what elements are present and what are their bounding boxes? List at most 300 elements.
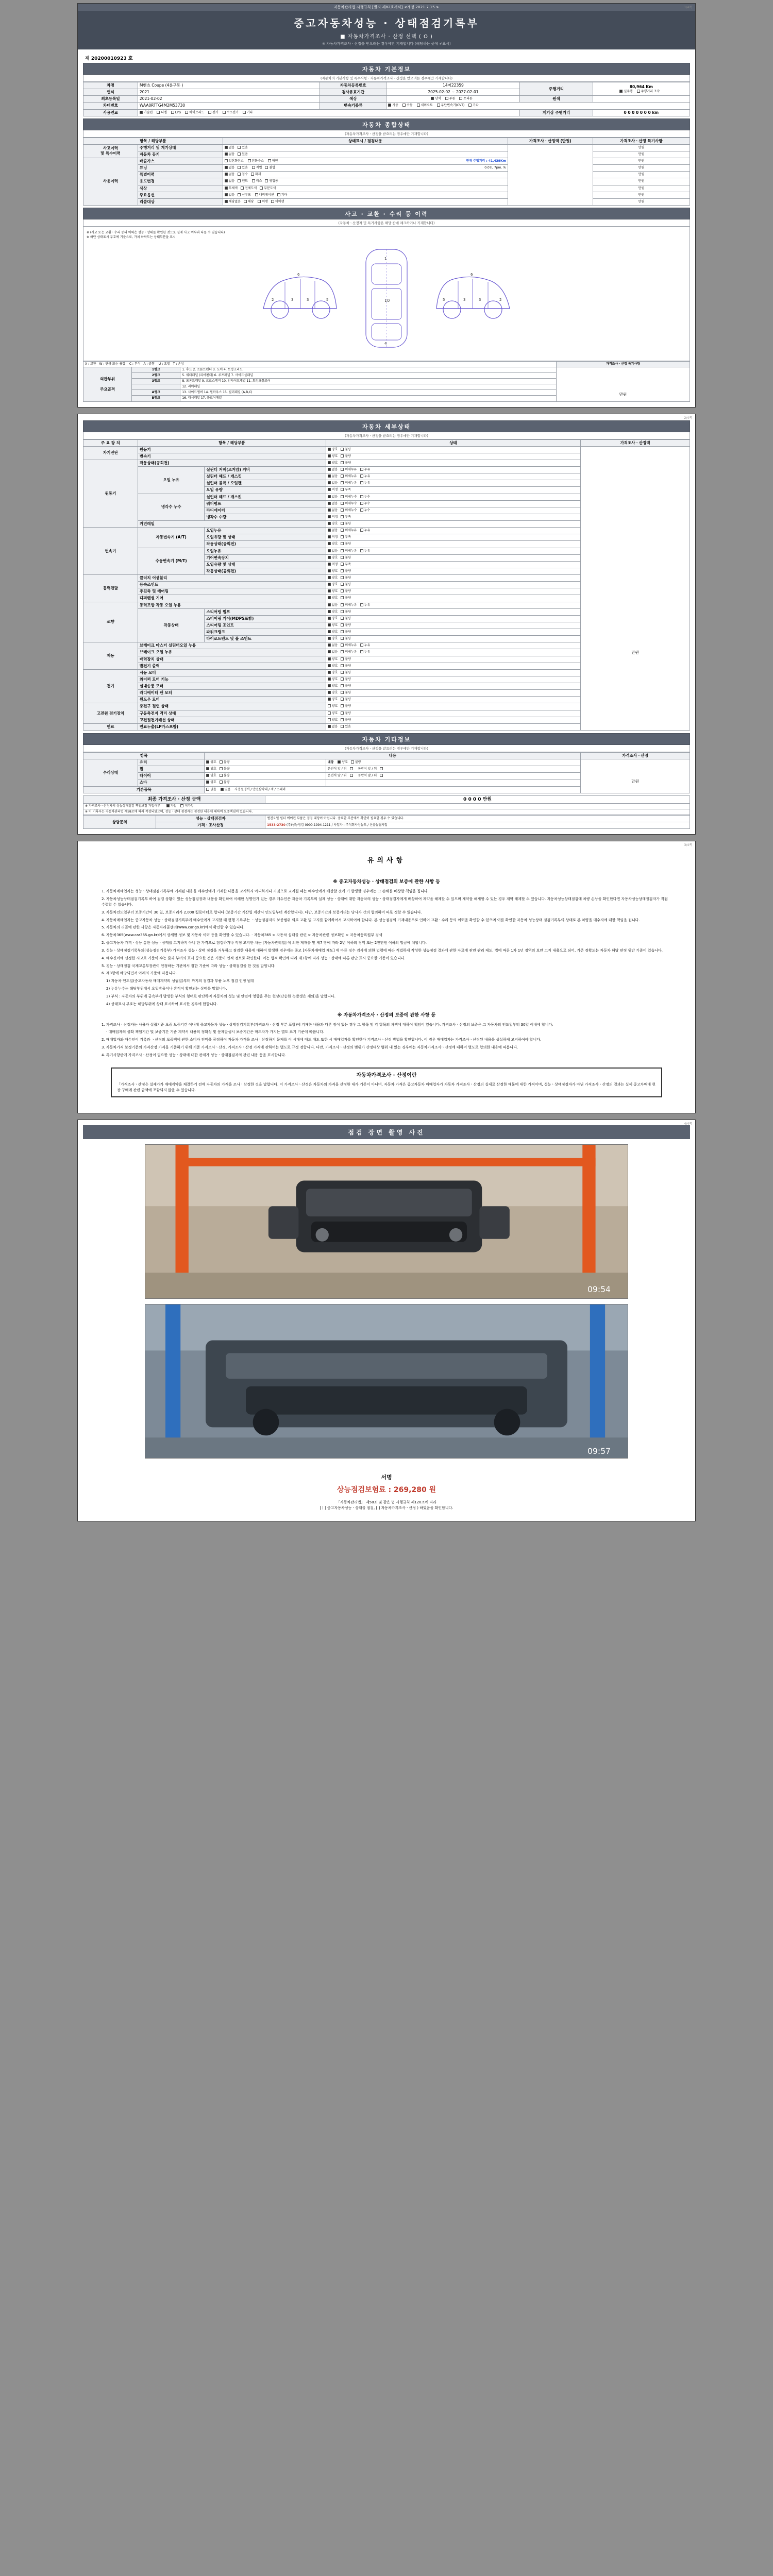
- sheet-4: [77, 1120, 696, 1521]
- document-note: ※ 자동차가격조사ㆍ산정을 받으려는 경우에만 기재합니다 (해당하는 곳에 ✔표시): [322, 42, 451, 46]
- row-label: 작동상태(공회전): [205, 541, 326, 548]
- row-options: 양호 불량: [326, 554, 580, 561]
- row-label: 휠: [138, 766, 204, 773]
- rank-text: 16. 대시패널 17. 플로어패널: [180, 396, 557, 401]
- row-label: 시동 모터: [138, 669, 326, 676]
- row-options: 양호 불량: [326, 568, 580, 574]
- row-label: 변속기: [138, 453, 326, 460]
- row-label: 동력조향 작동 오일 누유: [138, 602, 326, 608]
- row-options: 없음 미세누수 누수: [326, 507, 580, 514]
- col-price: 가격조사ㆍ산정: [581, 752, 690, 759]
- row-options: 양호 불량: [326, 717, 580, 723]
- page-number-3: 3/4쪽: [684, 843, 692, 848]
- notice-item: 5. 자동차의 리콜에 관한 사항은 자동차리콜센터(www.car.go.kr)에서 확인할 수 있습니다.: [102, 925, 245, 930]
- photo-list: [83, 1139, 690, 1469]
- form-reference: 자동차관리법 시행규칙 [별지 제82호서식] <개정 2021.7.15.>: [78, 4, 695, 11]
- table-row: [83, 361, 690, 367]
- row-label: 차명: [83, 82, 138, 89]
- final-price-table: [83, 795, 690, 815]
- svg-text:3: 3: [307, 297, 309, 302]
- section-overall-title: 자동차 종합상태: [83, 118, 690, 130]
- row-options: 없음 미세누유 누유: [326, 602, 580, 608]
- row-label: 용도변경: [138, 178, 223, 185]
- docno-suffix: 호: [128, 56, 133, 61]
- row-label: 고전원전기배선 상태: [138, 717, 326, 723]
- row-label: 특별이력: [138, 172, 223, 178]
- row-options: 없음 미세누유 누유: [326, 467, 580, 473]
- row-options: 양호 불량: [326, 629, 580, 636]
- notice-item: 2. 매매업자와 매수인이 기록과 ㆍ산정의 보증액에 관한 소비자 전액을 공정하여 자동차 가격을 조사ㆍ산정하기 문제를 이 시대에 매도 매도 또한 시 매매업자를 확인한다 기격조사ㆍ산정 방법을 확인합니다. 이 경우 매매업자는 가격조사ㆍ산정된 내용을 성실하게 고지하여야 합니다.: [102, 1038, 542, 1042]
- row-label: 최초등록일: [83, 96, 138, 103]
- group-label: 연료: [83, 723, 138, 730]
- notice-item: 3. 성능ㆍ상태점검기록부의(성능점검기록부) 가격조사 성능ㆍ상태 점검을 거부하고 점검한 내용에 대하여 발생한 경우에는 중고 [자동차매매업 제도] 에 따른 징수 검사에 의한 법령에 따라 적법하게 작성한 성능점검 결과에 관한 자료에 관련 관리 제도, 법에 따른 1차 1년 징역의 보안 고지 내용으로 되어, 기존 정확도는 자동차 해당 판정 위반 기준이 있습니다.: [102, 948, 663, 953]
- col-content: 내용: [205, 752, 581, 759]
- mileage-value: 80,964 Km: [629, 84, 653, 89]
- insurance-fee-value: 269,280 원: [393, 1486, 436, 1495]
- row-label: 브레이크 오일 누유: [138, 649, 326, 656]
- fuel-label: 사용연료: [83, 109, 138, 116]
- rank-table: [83, 361, 690, 402]
- sheet-2: [77, 414, 696, 835]
- row-label: 스티어링 기어(MDPS포함): [205, 615, 326, 622]
- car-top-diagram: [348, 239, 425, 358]
- group-label: 전기: [83, 669, 138, 703]
- special-note: 만원: [593, 158, 690, 165]
- photo-front-image: [145, 1145, 628, 1298]
- row-options: 없음 선루프 내비게이션 기타: [223, 192, 508, 198]
- row-options: 적정 부족: [326, 514, 580, 520]
- row-options: 양호 불량: [326, 669, 580, 676]
- svg-text:6: 6: [297, 272, 300, 277]
- row-options: 양호 불량: [326, 683, 580, 690]
- row-options: 양호 불량: [326, 595, 580, 602]
- svg-text:3: 3: [463, 297, 466, 302]
- row-label: 오일유량 및 상태: [205, 534, 326, 541]
- row-options: 없음 있음: [326, 723, 580, 730]
- rank-text: 5. 쿼터패널 (리어펜더) 6. 루프패널 7. 사이드실패널: [180, 373, 557, 379]
- row-label: 자동차등록번호: [320, 82, 386, 89]
- row-label: 디퍼렌셜 기어: [138, 595, 326, 602]
- final-price-value: 0 0 0 0 만원: [265, 795, 690, 803]
- inspection-photo-underbody: [145, 1304, 628, 1459]
- row-label: 주요옵션: [138, 192, 223, 198]
- row-options: 없음 있음: [223, 144, 508, 151]
- svg-text:1: 1: [384, 256, 387, 261]
- special-note: 만원: [593, 172, 690, 178]
- row-label: 배력장치 상태: [138, 656, 326, 663]
- document-title-block: [78, 11, 695, 49]
- rank-label: [132, 384, 180, 390]
- notice-item: 2. 자동차성능상태점검기록부 하여 점검 상황이 있는 성능점검장과 내용을 확인하여 이해한 성명인가 있는 경우 매수인은 자동차 기록부의 실제 성능ㆍ상태에 대한 자동차의 성능ㆍ상태점검자에게 배상하여 계약을 해제할 수 있으며 계약을 해제할 수 있는 경우 계약 해제할 수 있습니다. 자동차성능상태점검에 차량 손상을 확인한다면 자동차성능상태점검자가 직접 수령할 수 있습니다.: [102, 897, 668, 907]
- row-options: 양호 불량: [326, 656, 580, 663]
- mileage-state: 실주행 주행거리 조작: [595, 90, 688, 94]
- row-label: 클러치 어셈블리: [138, 575, 326, 582]
- car-diagram: [87, 239, 686, 358]
- section-basic-info-sub: (자동차의 기본사항 및 특수사항ㆍ자동차가격조사ㆍ산정을 받으려는 경우에만 기재합니다): [83, 75, 690, 82]
- row-options: 양호 불량: [326, 697, 580, 703]
- docno-label: 제: [85, 56, 90, 61]
- section-accident-title: 사고 · 교환 · 수리 등 이력: [83, 208, 690, 219]
- row-options: 양호 불량: [326, 703, 580, 710]
- table-row: [83, 759, 690, 766]
- row-label: 구동축전지 격리 상태: [138, 710, 326, 717]
- row-options: 적정 부족: [326, 534, 580, 541]
- table-row: [83, 185, 690, 192]
- row-options: 양호 불량: [326, 690, 580, 697]
- mileage-label: 주행거리: [520, 82, 593, 96]
- row-options: 양호 불량: [326, 460, 580, 466]
- row-label: 오일 유량: [205, 487, 326, 494]
- price-cell: 만원: [581, 446, 690, 730]
- sub-label: 오일 누유: [138, 467, 204, 494]
- rank-label: B랭크: [132, 396, 180, 401]
- row-options: 없음 미세누수 누수: [326, 494, 580, 500]
- row-options: 양호 불량: [326, 582, 580, 588]
- document-title: 중고자동차성능 · 상태점검기록부: [293, 17, 479, 29]
- table-row: [83, 178, 690, 185]
- row-label: 원동기: [138, 446, 326, 453]
- accident-diagram-block: [83, 227, 690, 361]
- row-label: 실린더 헤드 / 개스킷: [205, 494, 326, 500]
- row-label: 커먼레일: [138, 521, 326, 528]
- mileage-cell: [593, 82, 690, 96]
- final-price-label: 최종 가격조사 · 산정 금액: [83, 795, 265, 803]
- row-label: 스티어링 조인트: [205, 622, 326, 629]
- special-note: 만원: [593, 192, 690, 198]
- detail-state-table: [83, 439, 690, 731]
- row-label: 검사유효기간: [320, 89, 386, 96]
- table-row: [83, 158, 690, 165]
- group-label: 고전원 전기장치: [83, 703, 138, 723]
- color-detail-value: [593, 96, 690, 103]
- notice-title: 유의사항: [367, 857, 406, 865]
- special-note: 만원: [593, 198, 690, 205]
- notice-item: 2. 중고자동차 가격ㆍ성능 통한 성능ㆍ상태를 고지하지 아니 한 가격으로 점검하거나 적정 고지한 차는 [자동차관리법] 에 의한 제재를 및 제7 항에 따라 2년 이하의 징역 또는 2천만원 이하의 벌금에 처합니다.: [102, 941, 427, 945]
- price-cell: [508, 144, 593, 205]
- mileage-readout: 일산화탄소 탄화수소 매연 현재 주행거리 : 41,439Km: [223, 158, 508, 165]
- sub-label: 자동변속기 (A/T): [138, 528, 204, 548]
- car-side-left-diagram: [253, 247, 346, 350]
- document-subtitle: ■ 자동차가격조사 · 산정 선택 ( O ): [340, 34, 433, 40]
- col-part: 항목 / 해당부품: [138, 439, 326, 446]
- row-options: 적정 부족: [326, 561, 580, 568]
- row-options: 양호 불량: [326, 608, 580, 615]
- group-label: 원동기: [83, 460, 138, 527]
- footer-line-1: 「자동차관리법」 제58조 및 같은 법 시행규칙 제120조에 따라: [337, 1500, 436, 1505]
- notice-item: 6. 자동차365(www.car365.go.kr)에서 상세한 정보 및 자동차 이력 등을 확인할 수 있습니다. · 자동차365 > 자동차 실태를 관련 > 자동차관련 정보확인 > 자동차등록원부 검색: [102, 933, 382, 938]
- rank-label: A랭크: [132, 390, 180, 396]
- row-label: 오일유량 및 상태: [205, 561, 326, 568]
- row-options: 양호 불량: [205, 779, 326, 786]
- row-label: 타이어: [138, 773, 204, 779]
- table-row: [83, 446, 690, 453]
- group-label: 변속기: [83, 528, 138, 575]
- table-header-row: [83, 752, 690, 759]
- table-row: [83, 815, 690, 822]
- row-options: 양호 불량: [205, 759, 326, 766]
- rank-label: 3랭크: [132, 379, 180, 384]
- table-row: [83, 151, 690, 158]
- definition-title: 자동차가격조사 · 산정이란: [356, 1072, 417, 1078]
- group-label: 조향: [83, 602, 138, 642]
- table-row: [83, 165, 690, 172]
- docno-value: 20200010923: [91, 56, 127, 61]
- row-label: 주행거리 및 계기상태: [138, 144, 223, 151]
- col-condition: 상태: [326, 439, 580, 446]
- diagram-note-2: ※ 하단 상태표시 부호에 기준으로, 가치 하락도는 상태부분을 표시: [87, 235, 176, 239]
- row-label: 연료누출(LP가스포함): [138, 723, 326, 730]
- row-label: 작동상태(공회전): [138, 460, 326, 466]
- rank-text: 1. 후드 2. 프론트펜더 3. 도어 4. 트렁크리드: [180, 367, 557, 372]
- vin-value: WAA0RTTG4M2M53730: [138, 103, 320, 109]
- row-label: 실린더 커버(로커암) 커버: [205, 467, 326, 473]
- rank-label: 1랭크: [132, 367, 180, 372]
- row-label: 파워크랭크: [205, 629, 326, 636]
- insurance-row: ※ 가격조사ㆍ산정자의 성능상태점검 책임보험 가입여부 가입 미가입: [83, 803, 690, 809]
- row-label: 오일누유: [205, 548, 326, 554]
- row-options: 없음 미세누유 누유: [326, 642, 580, 649]
- svg-text:2: 2: [499, 297, 502, 302]
- page-number-2: 2/4쪽: [684, 416, 692, 420]
- footer-note: [83, 1499, 690, 1515]
- document-number: [83, 53, 690, 63]
- sub-label: 수동변속기 (M/T): [138, 548, 204, 575]
- table-row: [83, 803, 690, 809]
- notice-item: 1. 자동차매매업자는 성능ㆍ상태점검기록부에 기재된 내용을 매수인에게 기재한 내용을 교지하지 아니하거나 거짓으로 교지될 때는 매수인에게 배상할 것에 기 발생할 경우에는 그 손해를 배상할 책임을 집니다.: [102, 889, 429, 894]
- row-value: 14머22359: [386, 82, 520, 89]
- col-price2: 가격조사ㆍ산정 특기사항: [593, 138, 690, 144]
- inspector-value: 엔진오일 필터 에어컨 부품은 점검 대상이 아닙니다. 중요한 부분에서 확인이 필요한 경우 수 있습니다.: [265, 815, 690, 822]
- row-options-2: 내장 양호 불량: [326, 759, 580, 766]
- special-note: 만원: [593, 165, 690, 172]
- axle-options: 운전석 앞 / 뒤 동반석 앞 / 뒤: [326, 766, 580, 773]
- row-options: 양호 불량: [326, 575, 580, 582]
- row-options: 해당없음 해당 이행 미이행: [223, 198, 508, 205]
- row-options: 양호 불량: [326, 446, 580, 453]
- basic-info-table: [83, 82, 690, 116]
- table-row: [83, 795, 690, 803]
- section-detail-sub: (자동차가격조사ㆍ산정을 받으려는 경우에만 기재합니다): [83, 432, 690, 439]
- section-other-title: 자동차 기타정보: [83, 733, 690, 745]
- row-label: 배출가스: [138, 158, 223, 165]
- panel-label: 외판부위 주요골격: [83, 367, 132, 401]
- footer-line-2: [ㅣ] 중고자동차성능ㆍ상태를 점검, [ ] 자동차가격조사ㆍ산정 ) 하였음을 확인합니다.: [320, 1506, 453, 1511]
- group-label: 자기진단: [83, 446, 138, 460]
- col-item: 항목 / 해당부품: [83, 138, 223, 144]
- row-label: 튜닝: [138, 165, 223, 172]
- row-label: 오일누유: [205, 528, 326, 534]
- svg-text:6: 6: [470, 272, 473, 277]
- row-options: 양호 불량: [326, 615, 580, 622]
- row-options: 양호 불량: [326, 541, 580, 548]
- row-options: 양호 불량: [326, 710, 580, 717]
- row-options: 없음 렌트 리스 영업용: [223, 178, 508, 185]
- svg-text:3: 3: [291, 297, 294, 302]
- special-note: 만원: [593, 144, 690, 151]
- color-label: 색상: [320, 96, 386, 103]
- axle-options: 운전석 앞 / 뒤 동반석 앞 / 뒤: [326, 773, 580, 779]
- inspection-photo-front: [145, 1144, 628, 1299]
- fuel-options: 가솔린 디젤 LPG 하이브리드 전기 수소전기 기타: [138, 109, 520, 116]
- svg-text:4: 4: [384, 341, 387, 346]
- notice-item: 1. 가격조사ㆍ산정자는 사용자 설립기준 보증 보증기간 이내에 중고자동차 성능ㆍ상태점검기록부(가격조사ㆍ산정 부분 포함)에 기재한 내용과 다른 점이 있는 경우 그 항목 및 각 항목의 차액에 대하여 책임이 있습니다. 가격조사ㆍ산정의 보증은 그 자동차의 인도일부터 30일 이내에 합니다.: [102, 1022, 553, 1027]
- svg-text:5: 5: [443, 297, 445, 302]
- row-label: 자동차 등기: [138, 151, 223, 158]
- sheet-3: [77, 841, 696, 1113]
- definition-box: [111, 1067, 662, 1097]
- row-label: 실린더 헤드 / 개스킷: [205, 473, 326, 480]
- row-options: 양호 불량: [326, 622, 580, 629]
- row-label: 워터펌프: [205, 500, 326, 507]
- row-label: 라디에이터 팬 모터: [138, 690, 326, 697]
- table-row: [83, 198, 690, 205]
- row-label: 와이퍼 모터 기능: [138, 676, 326, 683]
- table-row: [83, 367, 690, 372]
- special-note: 만원: [593, 178, 690, 185]
- svg-text:09:57: 09:57: [587, 1446, 611, 1456]
- page-number-4: 4/4쪽: [684, 1122, 692, 1126]
- table-row: [83, 172, 690, 178]
- fuel-spec: 0.07L 7pm. %: [484, 166, 506, 170]
- row-value: 2021: [138, 89, 320, 96]
- row-label: 작동상태(공회전): [205, 568, 326, 574]
- notice-subitem: 1) 자동차 인도일(중고자동차 매매계약의 성립일)부터 까지의 점검과 부품 노후 점검 인정 범위: [106, 979, 255, 984]
- row-options: 양호 불량: [326, 636, 580, 642]
- row-label: 연식: [83, 89, 138, 96]
- section-detail-title: 자동차 세부상태: [83, 420, 690, 432]
- notice-item: 6. 제3항에 해당되면서 아래의 기준에 따릅니다.: [102, 971, 177, 976]
- row-options: 없음 침수 화재: [223, 172, 508, 178]
- transmission-label: 변속기종류: [320, 103, 386, 109]
- row-options: 양호 불량: [326, 453, 580, 460]
- transmission-options: 자동 수동 세미오토 무단변속기(CVT) 기타: [386, 103, 690, 109]
- svg-text:5: 5: [326, 297, 329, 302]
- contact-label: 상담문의: [83, 815, 156, 828]
- insurance-fee-line: [83, 1482, 690, 1499]
- row-options: 없음 미세누유 누유: [326, 473, 580, 480]
- diagram-note-1: ※ (사고 또는 교환ㆍ수리 등의 이력은 성능ㆍ상태를 확인한 것으로 실제 사고 여부와 다를 수 있습니다): [87, 230, 225, 234]
- appraiser-value: 1533-2730 (주)성능점검 0900-1994-1211 / 사업자 : 주식회사성능도 / 신공능협사업: [265, 822, 690, 829]
- row-label: 추진축 및 베어링: [138, 588, 326, 595]
- notice-body: [98, 872, 675, 1062]
- definition-text: 「가격조사ㆍ산정은 실제가가 매매계약을 체결하기 전에 자동차의 가격을 조사ㆍ산정한 것을 말합니다. 이 가격조사ㆍ산정은 자동차의 가격을 산정한 대가 기준이 아니며, 자동차 가격은 중고자동차 매매업자가 자동차 가격조사ㆍ산정의 실제로 산정한 매물에 대한 가격이며, 성능ㆍ상태점검자가 아닌 가격조사ㆍ산정의 결과는 실제 중고차매매 현장 구매에 관련 금액에 포함되지 않을 수 있습니다.: [117, 1082, 656, 1093]
- inspector-table: [83, 815, 690, 829]
- svg-text:2: 2: [272, 297, 274, 302]
- row-label: 등속조인트: [138, 582, 326, 588]
- table-row: [83, 109, 690, 116]
- row-label: 색상: [138, 185, 223, 192]
- signature-label: 서명: [381, 1474, 392, 1481]
- extra-label: 기본품목: [83, 786, 205, 793]
- table-row: [83, 96, 690, 103]
- notice-subitem: 3) 부식 : 자동차의 부위에 금속부에 발생한 부식의 형태로 판단하며 자동차의 성능 및 안전에 영향을 주는 현상(단순한 녹발생은 제외)을 말합니다.: [106, 994, 335, 998]
- price-value: 만원: [557, 367, 690, 401]
- page-number-1: 1/4쪽: [684, 6, 692, 9]
- row-label: 라디에이터: [205, 507, 326, 514]
- notice-h1: ※ 중고자동차성능 · 상태점검의 보증에 관한 사항 등: [333, 879, 440, 885]
- section-other-sub: (자동차가격조사ㆍ산정을 받으려는 경우에만 기재합니다): [83, 745, 690, 752]
- col-state: 상태표시 / 점검내용: [223, 138, 508, 144]
- car-side-right-diagram: [427, 247, 520, 350]
- group-label: 사용이력: [83, 158, 138, 206]
- group-label: 제동: [83, 642, 138, 670]
- notice-subitem: · 매매업자의 불확 책임기간 및 보증기간 기준 계약서 내용의 정확성 및 문제발생시 보증기간은 매도자가 가지는 별도 표기 기준에 따릅니다.: [106, 1030, 325, 1035]
- price-header: 가격조사ㆍ산정 특기사항: [557, 361, 690, 367]
- row-value: M벤츠 Coupe (4륜구동 ): [138, 82, 320, 89]
- row-options: 없음 미세누유 누유: [326, 548, 580, 554]
- row-label: 냉각수 수량: [205, 514, 326, 520]
- overall-state-table: [83, 138, 690, 206]
- row-options: 없음 미세누유 누유: [326, 480, 580, 487]
- row-label: 쇼바: [138, 779, 204, 786]
- row-options: 없음 미세누수 누수: [326, 500, 580, 507]
- row-options: 없음 있음: [223, 151, 508, 158]
- rank-text: 12. 리어패널: [180, 384, 557, 390]
- photo-underbody-image: [145, 1304, 628, 1458]
- row-options: 없음 미세누유 누유: [326, 649, 580, 656]
- legend-row: X : 교환 W : 판금 또는 용접 C : 부식 A : 긁힘 U : 요철 T : 손상: [83, 361, 557, 367]
- row-options: 양호 불량: [205, 766, 326, 773]
- color-detail-label: 원색: [520, 96, 593, 103]
- special-note: 만원: [593, 151, 690, 158]
- notice-item: 5. 경능ㆍ상태점검 국제교통부장관이 인정하는 기관에서 정한 기준에 따라 성능ㆍ상태점검을 한 것을 말합니다.: [102, 963, 276, 968]
- inspector-label: 성능ㆍ상태점검자: [156, 815, 265, 822]
- notice-item: 3. 자동차가격 보정기준의 가격산정 가격을 기준하기 위해 기준 가격조사ㆍ산정, 가격조사ㆍ산정 가격에 관하여는 별도로 규정 정합니다. 다만, 가격조사ㆍ산정의 범위가 산정대상 범위 내 있는 경우에는 자동차가격조사ㆍ산정에 대하여 별도로 합의한 내용에 따릅니다.: [102, 1045, 518, 1050]
- group-label: 수리상태: [83, 759, 138, 787]
- photo-section-title: 점검 장면 촬영 사진: [83, 1125, 690, 1139]
- table-header-row: [83, 439, 690, 446]
- notice-item: 3. 자동차인도일부터 보증기간이 30 일, 보증거리가 2,000 킬로미터로 합니다 (보증기간 기산일 계산시 인도일부터 계산합니다). 다만, 보증기간과 보증거리는 당사자 간의 협의하여 따로 정할 수 있습니다.: [102, 910, 422, 914]
- table-row: [83, 103, 690, 109]
- table-row: [83, 82, 690, 89]
- mileage-note: 현재 주행거리 : 41,439Km: [466, 159, 506, 163]
- other-info-table: [83, 752, 690, 793]
- row-label: 리콜대상: [138, 198, 223, 205]
- notice-subitem: 4) 상태표시 부호는 해당부위에 상태 표시하여 표시한 경우에 한합니다.: [106, 1002, 218, 1006]
- gauge-value: 0 0 0 0 0 0 0 km: [593, 109, 690, 116]
- row-value: 2021-02-02: [138, 96, 320, 103]
- section-overall-sub: (자동차가격조사ㆍ산정을 받으려는 경우에만 기재합니다): [83, 130, 690, 138]
- notice-item: 4. 자동차매매업자는 중고자동차 성능ㆍ상태점검기록부에 매수인에게 고지할 때 현행 기록부는 ㆍ성능점검자의 보증범위 외로 교환 및 고지를 함에하여서 고지하여야 합니다. 본 성능점검의 기재내용으로 인하여 교환ㆍ수리 등의 이력을 확인할 수 있으며 이를 확인한 자동차 성능상태 점검기록부의 상태로 본 차량을 매수자에 대한 책임을 집니다.: [102, 918, 640, 922]
- table-header-row: [83, 138, 690, 144]
- disclaimer-row: ※ 이 기록부는 자동차관리법 제58조에 따라 작성되었으며, 성능ㆍ상태 점검자는 점검한 내용에 대하여 보증책임이 있습니다.: [83, 809, 690, 815]
- notice-subitem: 2) 누유누수는 해당부위에서 오일방울이나 흔적이 확인되는 상태를 말합니다.: [106, 987, 227, 991]
- table-row: [83, 809, 690, 815]
- special-note: 만원: [593, 185, 690, 192]
- svg-text:09:54: 09:54: [587, 1284, 611, 1295]
- col-item: 항목: [83, 752, 205, 759]
- price-cell: 만원: [581, 759, 690, 793]
- row-label: 윈도우 모터: [138, 697, 326, 703]
- svg-text:10: 10: [384, 298, 390, 303]
- section-basic-info-title: 자동차 기본정보: [83, 63, 690, 75]
- row-options: 무채색 전체도색 부분도색: [223, 185, 508, 192]
- row-options: 양호 불량: [326, 588, 580, 595]
- row-options: 양호 불량: [326, 676, 580, 683]
- row-options: 없음 미세누유 누유: [326, 528, 580, 534]
- row-label: 충전구 절연 상태: [138, 703, 326, 710]
- row-label: 유리: [138, 759, 204, 766]
- row-label: 발전기 출력: [138, 663, 326, 669]
- row-label: 타이로드엔드 및 볼 조인트: [205, 636, 326, 642]
- row-value: 2025-02-02 ~ 2027-02-01: [386, 89, 520, 96]
- svg-text:3: 3: [479, 297, 481, 302]
- vin-label: 차대번호: [83, 103, 138, 109]
- notice-item: 4. 특기사항란에 가격조사ㆍ산정이 필요한 성능ㆍ상태에 대한 관계가 성능ㆍ상태점검자의 관련 내용 등을 표시합니다.: [102, 1053, 286, 1057]
- col-major-part: 주 요 장 치: [83, 439, 138, 446]
- row-options-2: [326, 779, 580, 786]
- sheet-1: [77, 3, 696, 408]
